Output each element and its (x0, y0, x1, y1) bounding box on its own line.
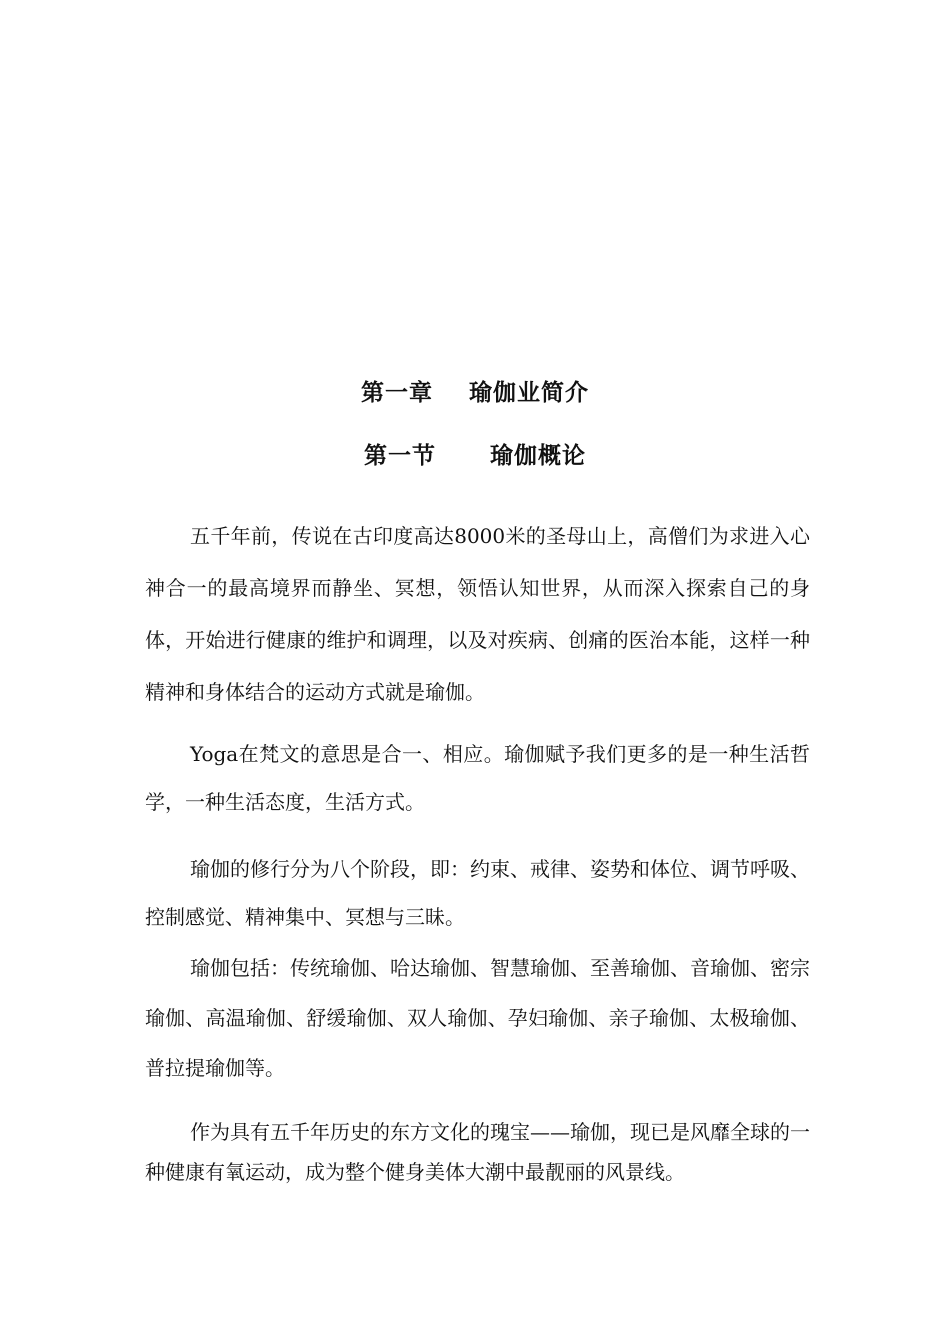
chapter-title: 第一章 瑜伽业简介 (360, 379, 590, 406)
paragraph-origin: 五千年前，传说在古印度高达8000米的圣母山上，高僧们为求进入心神合一的最高境界而静坐、冥想，领悟认知世界，从而深入探索自己的身体，开始进行健康的维护和调理，以及对疾病、创痛的医治本能，这样一种精神和身体结合的运动方式就是瑜伽。 (145, 524, 810, 704)
paragraph-stages: 瑜伽的修行分为八个阶段，即：约束、戒律、姿势和体位、调节呼吸、控制感觉、精神集中、冥想与三昧。 (145, 857, 810, 929)
section-title: 第一节 瑜伽概论 (363, 442, 587, 469)
paragraph-types: 瑜伽包括：传统瑜伽、哈达瑜伽、智慧瑜伽、至善瑜伽、音瑜伽、密宗瑜伽、高温瑜伽、舒缓瑜伽、双人瑜伽、孕妇瑜伽、亲子瑜伽、太极瑜伽、普拉提瑜伽等。 (145, 956, 810, 1080)
paragraph-global: 作为具有五千年历史的东方文化的瑰宝——瑜伽，现已是风靡全球的一种健康有氧运动，成为整个健身美体大潮中最靓丽的风景线。 (145, 1120, 810, 1184)
paragraph-meaning: Yoga在梵文的意思是合一、相应。瑜伽赋予我们更多的是一种生活哲学，一种生活态度，生活方式。 (145, 742, 810, 814)
